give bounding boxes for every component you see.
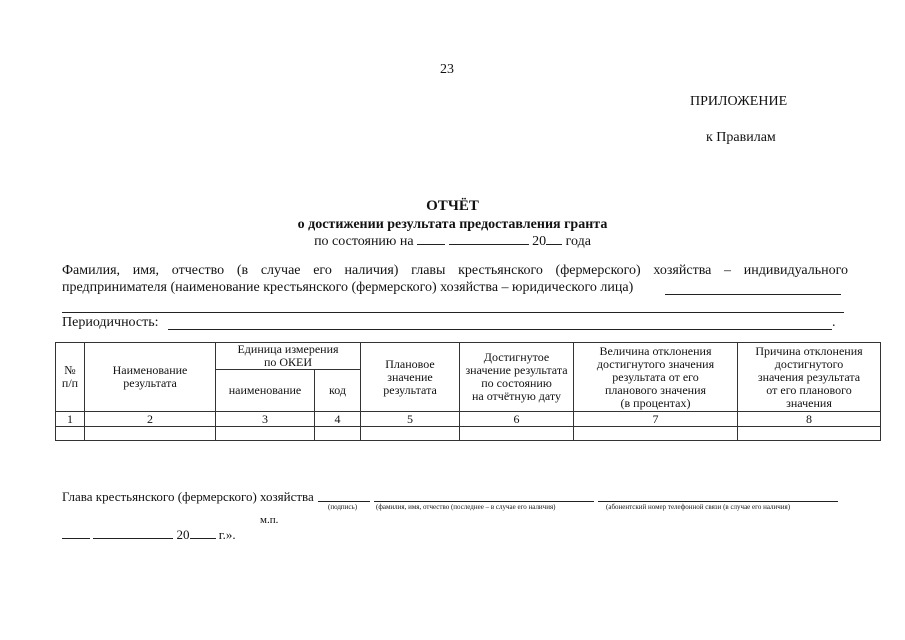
appendix-subtitle: к Правилам bbox=[706, 130, 776, 145]
caption-phone: (абонентский номер телефонной связи (в случае его наличия) bbox=[606, 503, 791, 511]
header-num: № п/п bbox=[56, 343, 85, 412]
column-number: 8 bbox=[738, 412, 881, 427]
header-planned: Плановое значение результата bbox=[361, 343, 460, 412]
column-number: 1 bbox=[56, 412, 85, 427]
signature-line bbox=[318, 501, 370, 502]
phone-line bbox=[598, 501, 838, 502]
table-cell[interactable] bbox=[216, 427, 315, 441]
signature-date-line bbox=[62, 527, 236, 543]
column-number: 2 bbox=[85, 412, 216, 427]
header-deviation: Величина отклонения достигнутого значения результата от его планового значения (в процентах) bbox=[574, 343, 738, 412]
caption-name: (фамилия, имя, отчество (последнее – в случае его наличия) bbox=[376, 503, 556, 511]
sign-date-suffix: г.». bbox=[218, 527, 236, 542]
column-number: 7 bbox=[574, 412, 738, 427]
table-cell[interactable] bbox=[460, 427, 574, 441]
head-info-fill-line-2 bbox=[62, 312, 844, 313]
date-month-blank bbox=[449, 244, 529, 245]
table-cell[interactable] bbox=[56, 427, 85, 441]
sign-day-blank bbox=[62, 538, 90, 539]
sign-year-blank bbox=[190, 538, 216, 539]
column-number: 6 bbox=[460, 412, 574, 427]
table-row bbox=[56, 427, 881, 441]
date-year-prefix: 20 bbox=[532, 234, 547, 249]
report-subtitle: о достижении результата предоставления гранта bbox=[297, 217, 608, 232]
caption-signature: (подпись) bbox=[328, 503, 358, 511]
header-unit-group: Единица измерения по ОКЕИ bbox=[216, 343, 361, 370]
table-cell[interactable] bbox=[361, 427, 460, 441]
report-table bbox=[55, 342, 881, 441]
report-title: ОТЧЁТ bbox=[426, 198, 479, 214]
date-prefix: по состоянию на bbox=[314, 234, 414, 249]
report-date-line bbox=[0, 234, 905, 250]
date-year-blank bbox=[546, 244, 562, 245]
header-unit-code: код bbox=[315, 370, 361, 412]
periodicity-end: . bbox=[832, 315, 836, 330]
periodicity-fill-line bbox=[168, 329, 832, 330]
name-line bbox=[374, 501, 594, 502]
head-info-line1: Фамилия, имя, отчество (в случае его наличия) главы крестьянского (фермерского) хозяйства – индивидуального bbox=[62, 263, 848, 278]
head-info-line2: предпринимателя (наименование крестьянского (фермерского) хозяйства – юридического лица) bbox=[62, 280, 634, 295]
table-cell[interactable] bbox=[85, 427, 216, 441]
date-day-blank bbox=[417, 244, 445, 245]
column-number-row bbox=[56, 412, 881, 427]
table-cell[interactable] bbox=[574, 427, 738, 441]
sign-year-prefix: 20 bbox=[176, 527, 190, 542]
header-result-name: Наименование результата bbox=[85, 343, 216, 412]
signature-label: Глава крестьянского (фермерского) хозяйства bbox=[62, 489, 314, 504]
header-achieved: Достигнутое значение результата по состоянию на отчётную дату bbox=[460, 343, 574, 412]
head-info-fill-line bbox=[665, 294, 841, 295]
column-number: 5 bbox=[361, 412, 460, 427]
date-suffix: года bbox=[565, 234, 591, 249]
sign-month-blank bbox=[93, 538, 173, 539]
appendix-title: ПРИЛОЖЕНИЕ bbox=[690, 94, 788, 109]
table-cell[interactable] bbox=[315, 427, 361, 441]
header-reason: Причина отклонения достигнутого значения результата от его планового значения bbox=[738, 343, 881, 412]
table-cell[interactable] bbox=[738, 427, 881, 441]
column-number: 4 bbox=[315, 412, 361, 427]
stamp-label: м.п. bbox=[260, 514, 279, 526]
periodicity-label: Периодичность: bbox=[62, 315, 159, 330]
header-unit-name: наименование bbox=[216, 370, 315, 412]
column-number: 3 bbox=[216, 412, 315, 427]
page-number: 23 bbox=[440, 62, 454, 77]
